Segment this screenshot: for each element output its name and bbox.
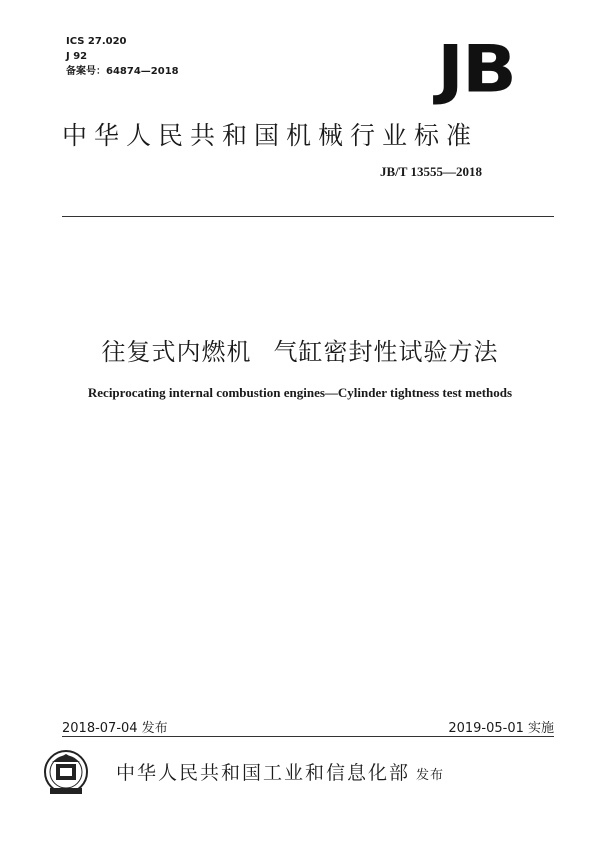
top-divider — [62, 216, 554, 217]
standard-number: JB/T 13555—2018 — [380, 164, 482, 179]
issuer-name: 中华人民共和国工业和信息化部 — [116, 762, 411, 784]
issuing-authority — [116, 758, 444, 785]
document-title-cn — [0, 332, 600, 367]
document-title-part1: 往复式内燃机 — [101, 338, 252, 366]
document-title-en: Reciprocating internal combustion engines—Cylinder tightness test methods — [87, 385, 513, 400]
ministry-emblem-icon — [42, 748, 90, 800]
issue-date: 2018-07-04 发布 — [62, 721, 168, 736]
ccs-code: J 92 — [66, 51, 88, 62]
implementation-date: 2019-05-01 实施 — [448, 721, 554, 736]
filing-number: 备案号：64874—2018 — [66, 66, 179, 77]
issuer-suffix: 发布 — [416, 768, 445, 783]
ics-code: ICS 27.020 — [66, 36, 127, 47]
jb-logo: JB — [437, 31, 515, 107]
document-title-part2: 气缸密封性试验方法 — [273, 338, 499, 366]
standard-title: 中华人民共和国机械行业标准 — [62, 121, 479, 150]
bottom-divider — [62, 736, 554, 737]
